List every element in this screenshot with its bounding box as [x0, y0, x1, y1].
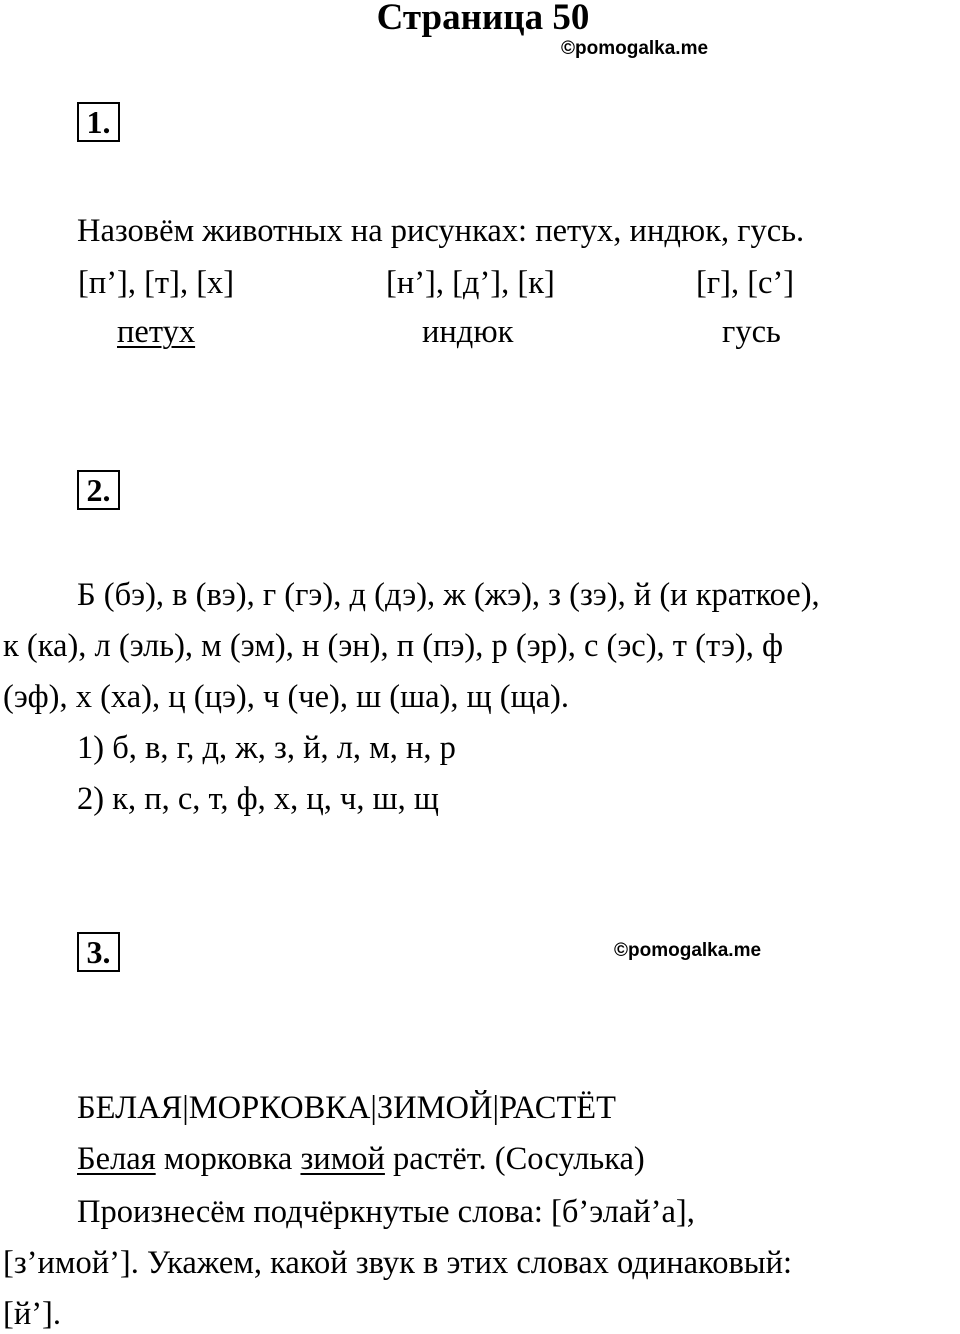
- underlined-word-belaya: Белая: [77, 1141, 156, 1177]
- task3-phrase: БЕЛАЯ|МОРКОВКА|ЗИМОЙ|РАСТЁТ: [77, 1090, 616, 1126]
- watermark: ©pomogalka.me: [561, 38, 709, 59]
- page-title: Страница 50: [376, 0, 590, 38]
- task2-list-2: 2) к, п, с, т, ф, х, ц, ч, ш, щ: [77, 781, 439, 817]
- task1-word-3: гусь: [722, 314, 781, 350]
- task3-riddle: [77, 1139, 645, 1179]
- task1-word-2: индюк: [422, 314, 514, 350]
- task-number-2: 2.: [77, 470, 120, 510]
- task3-line-5: [й’].: [3, 1296, 61, 1332]
- riddle-text: морковка: [155, 1141, 301, 1177]
- task1-intro: Назовём животных на рисунках: петух, индюк, гусь.: [77, 213, 805, 249]
- task2-list-1: 1) б, в, г, д, ж, з, й, л, м, н, р: [77, 730, 456, 766]
- task-number-3: 3.: [77, 932, 120, 972]
- watermark: ©pomogalka.me: [614, 940, 762, 961]
- riddle-text: растёт. (Сосулька): [384, 1141, 645, 1177]
- task1-sounds-3: [г], [с’]: [696, 265, 795, 301]
- task3-line-4: [з’имой’]. Укажем, какой звук в этих словах одинаковый:: [3, 1245, 793, 1281]
- task-number-1: 1.: [77, 102, 120, 142]
- task1-word-1: петух: [117, 314, 196, 350]
- task2-line-2: к (ка), л (эль), м (эм), н (эн), п (пэ), р (эр), с (эс), т (тэ), ф: [3, 628, 784, 664]
- task2-line-1: Б (бэ), в (вэ), г (гэ), д (дэ), ж (жэ), з (зэ), й (и краткое),: [77, 577, 820, 613]
- task1-sounds-1: [п’], [т], [х]: [78, 265, 235, 301]
- task2-line-3: (эф), х (ха), ц (цэ), ч (че), ш (ша), щ (ща).: [3, 679, 569, 715]
- task1-sounds-2: [н’], [д’], [к]: [386, 265, 555, 301]
- underlined-word-zimoy: зимой: [300, 1141, 385, 1177]
- task3-line-3: Произнесём подчёркнутые слова: [б’элай’а],: [77, 1194, 695, 1230]
